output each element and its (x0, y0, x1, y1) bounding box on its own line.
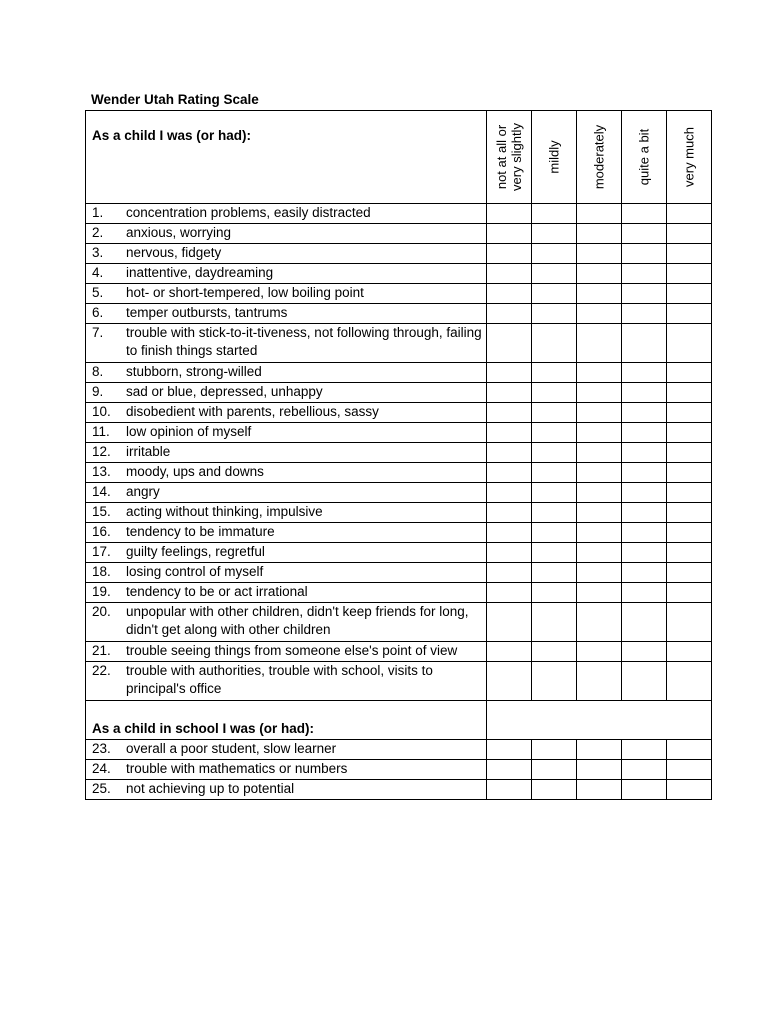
item-number: 4. (92, 265, 104, 280)
item-number: 25. (92, 781, 111, 796)
rating-checkbox-cell[interactable] (621, 204, 666, 224)
rating-checkbox-cell[interactable] (531, 760, 576, 780)
rating-checkbox-cell[interactable] (531, 264, 576, 284)
rating-checkbox-cell[interactable] (531, 662, 576, 701)
item-text: losing control of myself (126, 564, 264, 579)
item-number: 9. (92, 384, 104, 399)
rating-checkbox-cell[interactable] (666, 780, 711, 800)
item-cell (86, 760, 487, 780)
rating-checkbox-cell[interactable] (531, 523, 576, 543)
item-text: trouble seeing things from someone else's point of view (126, 643, 458, 658)
item-number: 11. (92, 424, 110, 439)
item-number: 21. (92, 643, 111, 658)
item-number: 23. (92, 741, 111, 756)
rating-checkbox-cell[interactable] (666, 523, 711, 543)
rating-checkbox-cell[interactable] (621, 583, 666, 603)
item-number: 13. (92, 464, 111, 479)
item-cell (86, 443, 487, 463)
table-row (86, 642, 712, 662)
table-row (86, 324, 712, 363)
rating-checkbox-cell[interactable] (621, 403, 666, 423)
item-text: concentration problems, easily distracted (126, 205, 371, 220)
item-number: 18. (92, 564, 111, 579)
rating-checkbox-cell[interactable] (621, 224, 666, 244)
item-cell (86, 543, 487, 563)
item-number: 14. (92, 484, 111, 499)
rating-checkbox-cell[interactable] (576, 642, 621, 662)
item-text: nervous, fidgety (126, 245, 222, 260)
rating-checkbox-cell[interactable] (531, 304, 576, 324)
item-text: angry (126, 484, 160, 499)
item-cell (86, 304, 487, 324)
rating-option-label: quite a bit (636, 128, 652, 186)
rating-checkbox-cell[interactable] (486, 543, 531, 563)
item-number: 20. (92, 604, 111, 619)
rating-checkbox-cell[interactable] (576, 543, 621, 563)
rating-checkbox-cell[interactable] (621, 363, 666, 383)
table-row (86, 780, 712, 800)
rating-checkbox-cell[interactable] (621, 264, 666, 284)
table-row (86, 463, 712, 483)
table-row (86, 363, 712, 383)
rating-checkbox-cell[interactable] (666, 304, 711, 324)
item-cell (86, 224, 487, 244)
rating-checkbox-cell[interactable] (576, 740, 621, 760)
item-text: moody, ups and downs (126, 464, 264, 479)
rating-checkbox-cell[interactable] (666, 284, 711, 304)
table-row (86, 423, 712, 443)
rating-checkbox-cell[interactable] (486, 740, 531, 760)
rating-checkbox-cell[interactable] (666, 503, 711, 523)
rating-checkbox-cell[interactable] (621, 324, 666, 363)
item-text: low opinion of myself (126, 424, 252, 439)
item-cell (86, 383, 487, 403)
item-number: 7. (92, 325, 104, 340)
rating-checkbox-cell[interactable] (531, 583, 576, 603)
rating-checkbox-cell[interactable] (621, 463, 666, 483)
rating-checkbox-cell[interactable] (486, 304, 531, 324)
rating-checkbox-cell[interactable] (531, 603, 576, 642)
rating-checkbox-cell[interactable] (666, 740, 711, 760)
table-row (86, 304, 712, 324)
section-heading: As a child I was (or had): (92, 128, 252, 143)
item-text: acting without thinking, impulsive (126, 504, 323, 519)
rating-checkbox-cell[interactable] (576, 284, 621, 304)
table-row (86, 284, 712, 304)
rating-checkbox-cell[interactable] (486, 563, 531, 583)
table-row (86, 483, 712, 503)
header-row (86, 111, 712, 204)
rating-checkbox-cell[interactable] (486, 403, 531, 423)
rating-checkbox-cell[interactable] (621, 523, 666, 543)
rating-checkbox-cell[interactable] (531, 740, 576, 760)
item-text: not achieving up to potential (126, 781, 295, 796)
item-cell (86, 642, 487, 662)
rating-checkbox-cell[interactable] (666, 583, 711, 603)
item-cell (86, 264, 487, 284)
section-heading-cell (86, 701, 487, 740)
rating-checkbox-cell[interactable] (531, 284, 576, 304)
item-cell (86, 583, 487, 603)
rating-checkbox-cell[interactable] (576, 264, 621, 284)
rating-checkbox-cell[interactable] (621, 543, 666, 563)
table-row (86, 563, 712, 583)
item-cell (86, 244, 487, 264)
rating-checkbox-cell[interactable] (666, 264, 711, 284)
table-row (86, 383, 712, 403)
item-text: tendency to be immature (126, 524, 275, 539)
rating-option-header (486, 111, 531, 204)
rating-option-header (576, 111, 621, 204)
rating-checkbox-cell[interactable] (486, 383, 531, 403)
rating-checkbox-cell[interactable] (666, 483, 711, 503)
item-text: sad or blue, depressed, unhappy (126, 384, 323, 399)
rating-checkbox-cell[interactable] (621, 244, 666, 264)
item-cell (86, 780, 487, 800)
item-number: 6. (92, 305, 104, 320)
rating-checkbox-cell[interactable] (666, 224, 711, 244)
rating-checkbox-cell[interactable] (486, 463, 531, 483)
rating-checkbox-cell[interactable] (621, 383, 666, 403)
rating-checkbox-cell[interactable] (576, 463, 621, 483)
rating-checkbox-cell[interactable] (486, 780, 531, 800)
rating-checkbox-cell[interactable] (531, 324, 576, 363)
item-number: 10. (92, 404, 111, 419)
rating-checkbox-cell[interactable] (531, 204, 576, 224)
rating-checkbox-cell[interactable] (531, 503, 576, 523)
item-cell (86, 503, 487, 523)
rating-checkbox-cell[interactable] (486, 363, 531, 383)
item-cell (86, 284, 487, 304)
rating-checkbox-cell[interactable] (531, 780, 576, 800)
rating-checkbox-cell[interactable] (666, 662, 711, 701)
rating-checkbox-cell[interactable] (531, 403, 576, 423)
item-text: inattentive, daydreaming (126, 265, 274, 280)
rating-checkbox-cell[interactable] (486, 224, 531, 244)
rating-option-label: very slightly (508, 123, 524, 191)
rating-checkbox-cell[interactable] (486, 662, 531, 701)
rating-checkbox-cell[interactable] (486, 503, 531, 523)
rating-checkbox-cell[interactable] (486, 642, 531, 662)
rating-checkbox-cell[interactable] (576, 662, 621, 701)
table-row (86, 264, 712, 284)
rating-checkbox-cell[interactable] (486, 483, 531, 503)
rating-checkbox-cell[interactable] (576, 503, 621, 523)
item-number: 17. (92, 544, 111, 559)
item-text: guilty feelings, regretful (126, 544, 265, 559)
rating-checkbox-cell[interactable] (576, 583, 621, 603)
rating-checkbox-cell[interactable] (621, 780, 666, 800)
rating-checkbox-cell[interactable] (531, 443, 576, 463)
rating-option-label: mildly (546, 140, 562, 174)
rating-checkbox-cell[interactable] (576, 204, 621, 224)
rating-checkbox-cell[interactable] (486, 603, 531, 642)
rating-checkbox-cell[interactable] (666, 423, 711, 443)
item-cell (86, 603, 487, 642)
item-cell (86, 662, 487, 701)
table-row (86, 443, 712, 463)
item-text: unpopular with other children, didn't keep friends for long, didn't get along with other children (126, 604, 469, 637)
rating-checkbox-cell[interactable] (486, 423, 531, 443)
item-text: overall a poor student, slow learner (126, 741, 337, 756)
rating-checkbox-cell[interactable] (621, 740, 666, 760)
rating-checkbox-cell[interactable] (486, 264, 531, 284)
rating-checkbox-cell[interactable] (531, 363, 576, 383)
rating-checkbox-cell[interactable] (576, 304, 621, 324)
rating-checkbox-cell[interactable] (621, 760, 666, 780)
table-row (86, 224, 712, 244)
item-number: 15. (92, 504, 111, 519)
rating-checkbox-cell[interactable] (576, 224, 621, 244)
rating-option-label: moderately (591, 124, 607, 190)
item-cell (86, 423, 487, 443)
item-text: temper outbursts, tantrums (126, 305, 288, 320)
item-number: 19. (92, 584, 111, 599)
rating-checkbox-cell[interactable] (531, 244, 576, 264)
item-text: disobedient with parents, rebellious, sassy (126, 404, 379, 419)
rating-checkbox-cell[interactable] (666, 760, 711, 780)
rating-option-header (531, 111, 576, 204)
rating-checkbox-cell[interactable] (576, 383, 621, 403)
rating-checkbox-cell[interactable] (621, 284, 666, 304)
table-row (86, 760, 712, 780)
item-number: 22. (92, 663, 111, 678)
item-number: 5. (92, 285, 104, 300)
rating-checkbox-cell[interactable] (666, 204, 711, 224)
table-row (86, 603, 712, 642)
item-text: trouble with authorities, trouble with school, visits to principal's office (126, 663, 433, 696)
rating-checkbox-cell[interactable] (621, 642, 666, 662)
rating-checkbox-cell[interactable] (621, 423, 666, 443)
table-row (86, 543, 712, 563)
table-row (86, 662, 712, 701)
rating-checkbox-cell[interactable] (486, 284, 531, 304)
item-number: 3. (92, 245, 104, 260)
table-row (86, 523, 712, 543)
section-heading-cell (86, 111, 487, 204)
rating-option-header (666, 111, 711, 204)
rating-checkbox-cell[interactable] (486, 204, 531, 224)
rating-checkbox-cell[interactable] (486, 760, 531, 780)
rating-option-label: very much (681, 127, 697, 187)
rating-checkbox-cell[interactable] (486, 443, 531, 463)
form-title: Wender Utah Rating Scale (91, 92, 259, 107)
rating-checkbox-cell[interactable] (621, 483, 666, 503)
rating-checkbox-cell[interactable] (486, 324, 531, 363)
item-number: 1. (92, 205, 104, 220)
rating-checkbox-cell[interactable] (531, 543, 576, 563)
rating-checkbox-cell[interactable] (576, 760, 621, 780)
table-row (86, 403, 712, 423)
rating-option-label: not at all or (493, 124, 509, 190)
item-number: 16. (92, 524, 111, 539)
rating-checkbox-cell[interactable] (576, 403, 621, 423)
item-cell (86, 463, 487, 483)
rating-checkbox-cell[interactable] (486, 523, 531, 543)
rating-checkbox-cell[interactable] (576, 363, 621, 383)
item-text: tendency to be or act irrational (126, 584, 308, 599)
item-text: anxious, worrying (126, 225, 232, 240)
rating-checkbox-cell[interactable] (621, 603, 666, 642)
rating-checkbox-cell[interactable] (666, 324, 711, 363)
table-row (86, 204, 712, 224)
item-cell (86, 740, 487, 760)
rating-checkbox-cell[interactable] (576, 780, 621, 800)
rating-checkbox-cell[interactable] (666, 603, 711, 642)
rating-checkbox-cell[interactable] (621, 662, 666, 701)
rating-checkbox-cell[interactable] (486, 583, 531, 603)
rating-checkbox-cell[interactable] (666, 363, 711, 383)
rating-checkbox-cell[interactable] (576, 563, 621, 583)
rating-checkbox-cell[interactable] (576, 603, 621, 642)
table-row (86, 740, 712, 760)
rating-scale-table (85, 110, 712, 800)
rating-checkbox-cell[interactable] (576, 324, 621, 363)
rating-checkbox-cell[interactable] (531, 224, 576, 244)
item-cell (86, 363, 487, 383)
section-heading-row (86, 701, 712, 740)
rating-checkbox-cell[interactable] (666, 543, 711, 563)
rating-checkbox-cell[interactable] (621, 563, 666, 583)
item-number: 8. (92, 364, 104, 379)
rating-checkbox-cell[interactable] (666, 642, 711, 662)
item-number: 2. (92, 225, 104, 240)
rating-checkbox-cell[interactable] (621, 304, 666, 324)
table-row (86, 244, 712, 264)
item-text: hot- or short-tempered, low boiling point (126, 285, 364, 300)
rating-checkbox-cell[interactable] (621, 443, 666, 463)
item-cell (86, 523, 487, 543)
table-row (86, 583, 712, 603)
item-text: trouble with stick-to-it-tiveness, not following through, failing to finish things started (126, 325, 482, 358)
item-number: 12. (92, 444, 111, 459)
item-cell (86, 563, 487, 583)
rating-checkbox-cell[interactable] (666, 244, 711, 264)
rating-checkbox-cell[interactable] (576, 483, 621, 503)
rating-checkbox-cell[interactable] (576, 244, 621, 264)
rating-checkbox-cell[interactable] (576, 423, 621, 443)
rating-checkbox-cell[interactable] (666, 463, 711, 483)
item-cell (86, 483, 487, 503)
rating-checkbox-cell[interactable] (486, 244, 531, 264)
rating-checkbox-cell[interactable] (666, 383, 711, 403)
rating-checkbox-cell[interactable] (531, 642, 576, 662)
rating-checkbox-cell[interactable] (531, 423, 576, 443)
item-number: 24. (92, 761, 111, 776)
rating-checkbox-cell[interactable] (666, 443, 711, 463)
rating-checkbox-cell[interactable] (531, 483, 576, 503)
item-text: trouble with mathematics or numbers (126, 761, 348, 776)
rating-checkbox-cell[interactable] (531, 563, 576, 583)
item-cell (86, 324, 487, 363)
item-text: irritable (126, 444, 171, 459)
section-heading: As a child in school I was (or had): (92, 721, 315, 736)
rating-checkbox-cell[interactable] (576, 443, 621, 463)
item-cell (86, 204, 487, 224)
rating-checkbox-cell[interactable] (666, 403, 711, 423)
rating-checkbox-cell[interactable] (531, 383, 576, 403)
rating-option-header (621, 111, 666, 204)
rating-checkbox-cell[interactable] (666, 563, 711, 583)
rating-checkbox-cell[interactable] (576, 523, 621, 543)
rating-checkbox-cell[interactable] (531, 463, 576, 483)
table-row (86, 503, 712, 523)
rating-checkbox-cell[interactable] (621, 503, 666, 523)
item-text: stubborn, strong-willed (126, 364, 262, 379)
item-cell (86, 403, 487, 423)
section-blank-cell (486, 701, 711, 740)
